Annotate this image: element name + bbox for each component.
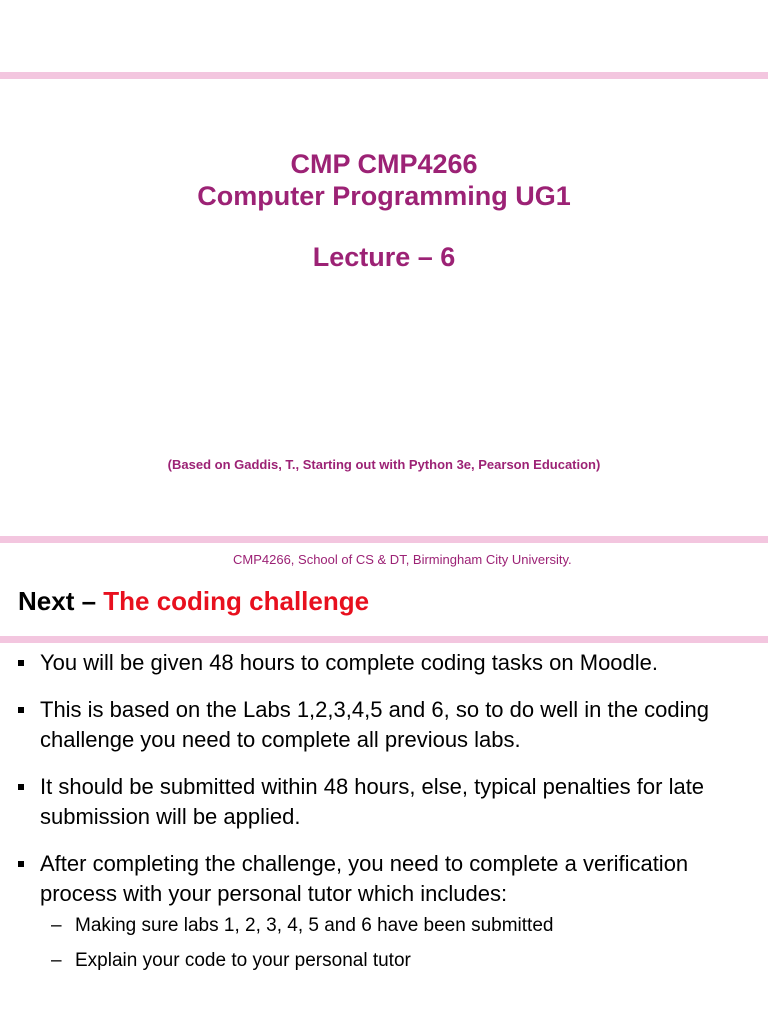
bullet-text: You will be given 48 hours to complete coding tasks on Moodle. bbox=[40, 650, 659, 675]
bullet-item bbox=[0, 849, 768, 974]
bullet-list bbox=[0, 648, 768, 991]
bullet-item bbox=[0, 695, 768, 755]
bullet-item bbox=[0, 772, 768, 832]
slide-divider bbox=[0, 536, 768, 543]
square-bullet-icon bbox=[18, 707, 24, 713]
course-code: CMP CMP4266 bbox=[290, 149, 478, 179]
source-citation: (Based on Gaddis, T., Starting out with Python 3e, Pearson Education) bbox=[167, 457, 601, 472]
square-bullet-icon bbox=[18, 861, 24, 867]
bullet-item bbox=[0, 648, 768, 678]
sub-bullet-text: Making sure labs 1, 2, 3, 4, 5 and 6 have been submitted bbox=[75, 915, 554, 936]
top-divider bbox=[0, 72, 768, 79]
bullet-text: This is based on the Labs 1,2,3,4,5 and 6, so to do well in the coding challenge you need to complete all previous labs. bbox=[40, 697, 710, 752]
sub-bullet-text: Explain your code to your personal tutor bbox=[75, 950, 411, 971]
heading-accent: The coding challenge bbox=[103, 586, 370, 616]
dash-icon: – bbox=[51, 950, 62, 971]
heading-divider bbox=[0, 636, 768, 643]
lecture-number: Lecture – 6 bbox=[312, 242, 456, 272]
sub-bullet-list bbox=[40, 913, 738, 974]
slide-footer: CMP4266, School of CS & DT, Birmingham City University. bbox=[233, 552, 572, 567]
course-name: Computer Programming UG1 bbox=[197, 181, 571, 211]
sub-bullet-item bbox=[38, 948, 738, 974]
slide-heading bbox=[18, 585, 369, 617]
dash-icon: – bbox=[51, 915, 62, 936]
sub-bullet-item bbox=[38, 913, 738, 939]
bullet-text: After completing the challenge, you need to complete a verification process with your personal tutor which includes: bbox=[40, 851, 689, 906]
heading-prefix: Next – bbox=[18, 586, 104, 616]
square-bullet-icon bbox=[18, 660, 24, 666]
bullet-text: It should be submitted within 48 hours, else, typical penalties for late submission will be applied. bbox=[40, 774, 705, 829]
square-bullet-icon bbox=[18, 784, 24, 790]
